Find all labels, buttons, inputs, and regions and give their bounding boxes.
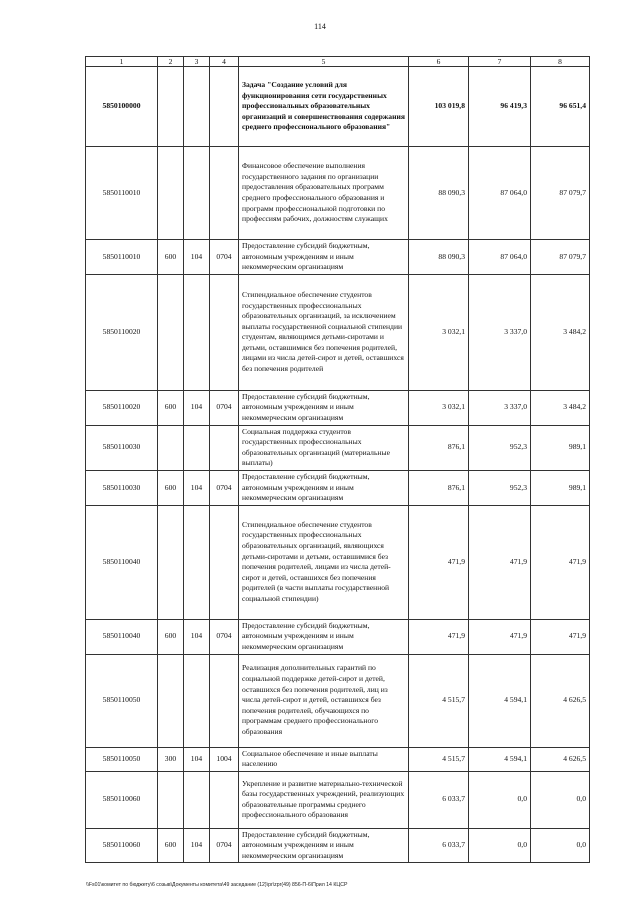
column-header: 4: [210, 57, 239, 67]
row-value-6: 471,9: [409, 505, 469, 619]
table-row: [86, 274, 590, 390]
row-value-8: 96 651,4: [531, 67, 590, 147]
row-col2: [158, 147, 184, 240]
row-col4: 0704: [210, 240, 239, 275]
row-value-8: 471,9: [531, 505, 590, 619]
row-value-7: 3 337,0: [469, 274, 531, 390]
row-value-6: 3 032,1: [409, 274, 469, 390]
row-value-8: 4 626,5: [531, 654, 590, 747]
row-col3: [184, 67, 210, 147]
row-value-7: 952,3: [469, 425, 531, 470]
row-value-6: 88 090,3: [409, 147, 469, 240]
row-col2: [158, 67, 184, 147]
table-row: [86, 619, 590, 654]
row-col4: 0704: [210, 470, 239, 505]
row-value-8: 4 626,5: [531, 747, 590, 771]
row-code: 5850110040: [86, 619, 158, 654]
row-description: Социальная поддержка студентов государственных профессиональных образовательных организаций (материальные выплаты): [239, 425, 409, 470]
row-code: 5850110050: [86, 747, 158, 771]
row-col3: 104: [184, 619, 210, 654]
page-number: 114: [314, 22, 326, 31]
row-value-7: 952,3: [469, 470, 531, 505]
row-value-6: 6 033,7: [409, 771, 469, 828]
row-value-7: 471,9: [469, 619, 531, 654]
table-row: [86, 470, 590, 505]
column-header: 7: [469, 57, 531, 67]
row-col2: [158, 505, 184, 619]
row-description: Финансовое обеспечение выполнения государственного задания по организации предоставления образовательных программ среднего профессионального образования и программ профессиональной подготовки по профессиям рабочих, должностям служащих: [239, 147, 409, 240]
row-value-6: 6 033,7: [409, 828, 469, 863]
row-description: Предоставление субсидий бюджетным, автономным учреждениям и иным некоммерческим организациям: [239, 390, 409, 425]
row-value-6: 4 515,7: [409, 747, 469, 771]
row-value-6: 876,1: [409, 470, 469, 505]
row-description: Задача "Создание условий для функционирования сети государственных профессиональных образовательных организаций и совершенствования содержания среднего профессионального образования": [239, 67, 409, 147]
row-code: 5850110010: [86, 240, 158, 275]
row-col4: [210, 771, 239, 828]
row-description: Предоставление субсидий бюджетным, автономным учреждениям и иным некоммерческим организациям: [239, 470, 409, 505]
row-description: Укрепление и развитие материально-технической базы государственных учреждений, реализующих образовательные программы среднего профессионального образования: [239, 771, 409, 828]
row-value-6: 88 090,3: [409, 240, 469, 275]
row-col4: [210, 505, 239, 619]
row-code: 5850110050: [86, 654, 158, 747]
row-code: 5850110020: [86, 390, 158, 425]
table-row: [86, 67, 590, 147]
row-value-7: 0,0: [469, 771, 531, 828]
row-col4: [210, 425, 239, 470]
row-description: Реализация дополнительных гарантий по социальной поддержке детей-сирот и детей, оставшихся без попечения родителей, лиц из числа детей-сирот и детей, оставшихся без попечения родителей, обучающихся по программам среднего профессионального образования: [239, 654, 409, 747]
row-value-7: 3 337,0: [469, 390, 531, 425]
row-col2: [158, 654, 184, 747]
row-description: Предоставление субсидий бюджетным, автономным учреждениям и иным некоммерческим организациям: [239, 619, 409, 654]
row-col4: [210, 147, 239, 240]
column-header: 6: [409, 57, 469, 67]
row-description: Социальное обеспечение и иные выплаты населению: [239, 747, 409, 771]
column-header: 5: [239, 57, 409, 67]
row-value-8: 87 079,7: [531, 147, 590, 240]
table-row: [86, 747, 590, 771]
table-row: [86, 505, 590, 619]
row-col3: 104: [184, 747, 210, 771]
table-row: [86, 240, 590, 275]
row-code: 5850110060: [86, 771, 158, 828]
row-description: Стипендиальное обеспечение студентов государственных профессиональных образовательных организаций, являющихся детьми-сиротами и детьми, оставшимися без попечения родителей, лицами из числа детей-сирот и детей, оставшихся без попечения родителей (в части выплаты государственной социальной стипендии): [239, 505, 409, 619]
row-col4: 0704: [210, 828, 239, 863]
row-col2: 600: [158, 828, 184, 863]
row-code: 5850100000: [86, 67, 158, 147]
row-col3: 104: [184, 828, 210, 863]
table-row: [86, 771, 590, 828]
row-value-8: 87 079,7: [531, 240, 590, 275]
row-code: 5850110030: [86, 470, 158, 505]
row-code: 5850110020: [86, 274, 158, 390]
row-code: 5850110040: [86, 505, 158, 619]
row-value-8: 471,9: [531, 619, 590, 654]
column-header: 3: [184, 57, 210, 67]
row-col3: [184, 274, 210, 390]
table-row: [86, 425, 590, 470]
row-col3: 104: [184, 240, 210, 275]
table-row: [86, 828, 590, 863]
row-value-7: 87 064,0: [469, 147, 531, 240]
row-col4: 0704: [210, 619, 239, 654]
row-code: 5850110060: [86, 828, 158, 863]
row-col3: [184, 771, 210, 828]
row-value-7: 471,9: [469, 505, 531, 619]
row-value-8: 0,0: [531, 828, 590, 863]
row-col2: 600: [158, 240, 184, 275]
row-value-8: 989,1: [531, 470, 590, 505]
row-value-6: 103 019,8: [409, 67, 469, 147]
column-header: 8: [531, 57, 590, 67]
table-row: [86, 390, 590, 425]
row-col3: [184, 654, 210, 747]
row-col3: 104: [184, 470, 210, 505]
row-col2: 300: [158, 747, 184, 771]
row-col4: 1004: [210, 747, 239, 771]
row-col4: 0704: [210, 390, 239, 425]
column-header: 1: [86, 57, 158, 67]
row-value-8: 3 484,2: [531, 390, 590, 425]
row-col4: [210, 274, 239, 390]
row-description: Предоставление субсидий бюджетным, автономным учреждениям и иным некоммерческим организациям: [239, 240, 409, 275]
row-col3: [184, 147, 210, 240]
row-value-7: 4 594,1: [469, 747, 531, 771]
row-col4: [210, 67, 239, 147]
row-value-8: 989,1: [531, 425, 590, 470]
column-header: 2: [158, 57, 184, 67]
row-code: 5850110010: [86, 147, 158, 240]
row-col2: 600: [158, 390, 184, 425]
row-value-7: 0,0: [469, 828, 531, 863]
footer-file-path: \\Fs01\комитет по бюджету\6 созыв\Документы комитета\49 заседание (12)\pr\zpr(49) 856-П-6\Прил 14 КЦСР: [86, 882, 348, 888]
row-value-6: 471,9: [409, 619, 469, 654]
row-value-6: 3 032,1: [409, 390, 469, 425]
row-col4: [210, 654, 239, 747]
row-value-8: 3 484,2: [531, 274, 590, 390]
row-col2: [158, 771, 184, 828]
row-col2: [158, 425, 184, 470]
row-value-6: 4 515,7: [409, 654, 469, 747]
column-header-row: [86, 57, 590, 67]
row-value-6: 876,1: [409, 425, 469, 470]
row-value-7: 4 594,1: [469, 654, 531, 747]
row-col2: 600: [158, 619, 184, 654]
row-value-8: 0,0: [531, 771, 590, 828]
row-value-7: 87 064,0: [469, 240, 531, 275]
budget-table: [85, 56, 590, 863]
row-col2: [158, 274, 184, 390]
table-row: [86, 654, 590, 747]
row-col3: [184, 505, 210, 619]
row-value-7: 96 419,3: [469, 67, 531, 147]
row-col3: 104: [184, 390, 210, 425]
row-description: Предоставление субсидий бюджетным, автономным учреждениям и иным некоммерческим организациям: [239, 828, 409, 863]
table-row: [86, 147, 590, 240]
row-description: Стипендиальное обеспечение студентов государственных профессиональных образовательных организаций, за исключением выплаты государственной социальной стипендии студентам, являющимся детьми-сиротами и детьми, оставшимися без попечения родителей, лицами из числа детей-сирот и детей, оставшихся без попечения родителей: [239, 274, 409, 390]
row-code: 5850110030: [86, 425, 158, 470]
row-col3: [184, 425, 210, 470]
row-col2: 600: [158, 470, 184, 505]
